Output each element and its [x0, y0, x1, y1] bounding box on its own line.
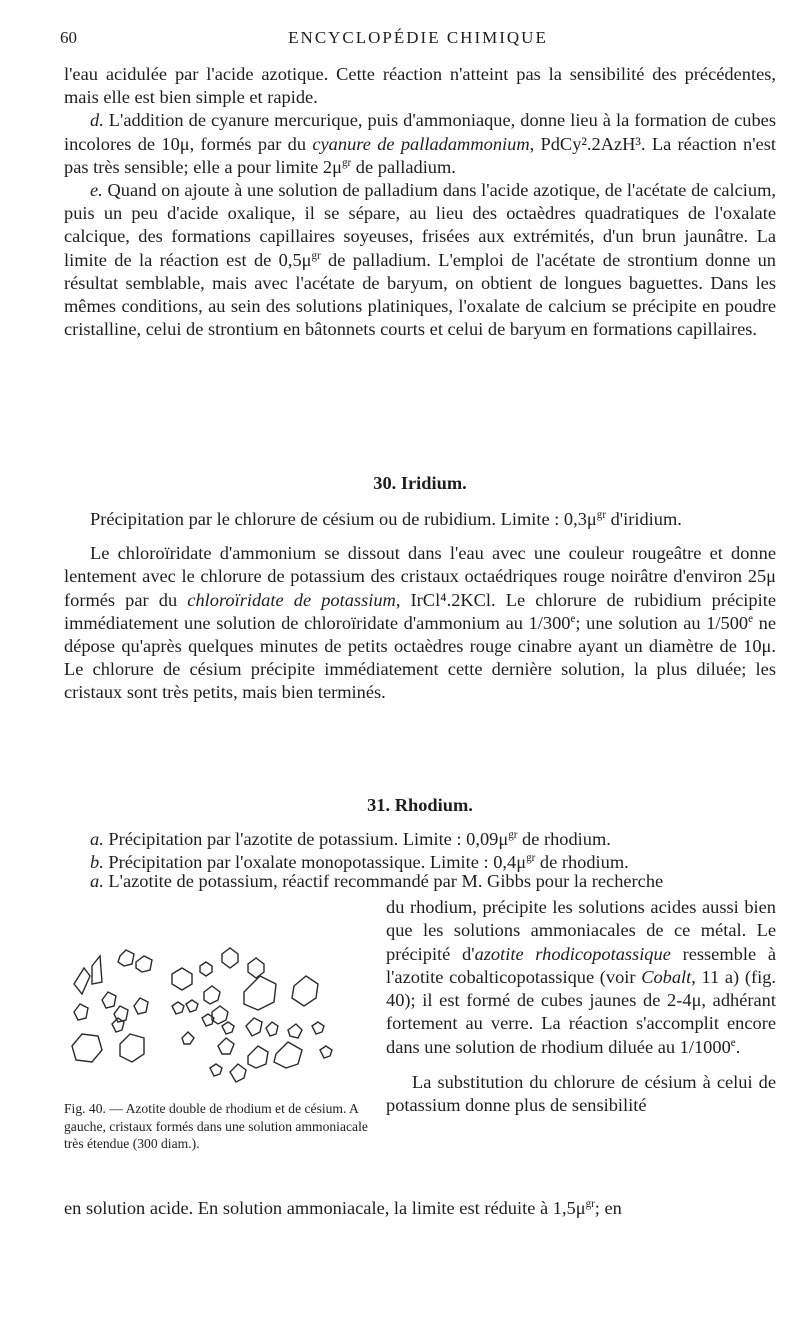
crystal-shape [248, 1046, 268, 1068]
crystal-shape [172, 1002, 184, 1014]
compound-name: azotite rhodicopotassique [474, 943, 671, 964]
iridium-text-block [64, 508, 776, 705]
page-header [60, 28, 776, 52]
crystal-shape [244, 976, 276, 1010]
crystal-shape [292, 976, 318, 1006]
section-heading-rhodium: 31. Rhodium. [367, 795, 473, 815]
cross-reference: Cobalt [641, 966, 692, 987]
crystal-shape [182, 1032, 194, 1044]
paragraph-continuation: l'eau acidulée par l'acide azotique. Cette réaction n'atteint pas la sensibilité des précédentes, mais elle est bien simple et rapide. [64, 64, 776, 108]
crystal-shape [200, 962, 212, 976]
crystal-shape [288, 1024, 302, 1038]
rhodium-limits-block [64, 828, 776, 874]
figure-40-crystals [62, 926, 380, 1101]
crystal-drawing [62, 926, 380, 1101]
rhodium-description-paragraph: du rhodium, précipite les solutions acides aussi bien que les solutions ammoniacales de ce métal. Le précipité d'azotite rhodicopotassique ressemble à l'azotite cobalticopotassique (voir Cobalt, 11 a) (fig. 40); il est formé de cubes jaunes de 2-4μ, adhérant fortement au verre. La réaction s'accomplit encore dans une solution de rhodium diluée au 1/1000e. [386, 897, 776, 1057]
cesium-substitution-paragraph: La substitution du chlorure de césium à celui de potassium donne plus de sensibilité [386, 1072, 776, 1116]
paragraph-d: d. L'addition de cyanure mercurique, puis d'ammoniaque, donne lieu à la formation de cubes incolores de 10μ, formés par du cyanure de palladammonium, PdCy².2AzH³. La réaction n'est pas très sensible; elle a pour limite $2\mu^{gr}$ de palladium. [64, 110, 776, 177]
rhodium-limit-b: b. Précipitation par l'oxalate monopotassique. Limite : $0,4\mu^{gr}$ de rhodium. [90, 852, 629, 873]
crystal-shape [74, 1004, 88, 1020]
compound-name: chloroïridate de potassium [187, 589, 396, 610]
crystal-shape [246, 1018, 262, 1036]
rhodium-limit-a: a. Précipitation par l'azotite de potassium. Limite : $0,09\mu^{gr}$ de rhodium. [90, 828, 611, 849]
figure-caption: Fig. 40. — Azotite double de rhodium et de césium. A gauche, cristaux formés dans une solution ammoniacale très étendue (300 diam.). [64, 1101, 368, 1151]
crystal-shape [112, 1018, 124, 1032]
iridium-description-paragraph: Le chloroïridate d'ammonium se dissout dans l'eau avec une couleur rougeâtre et donne lentement avec le chlorure de potassium des cristaux octaédriques rouge noirâtre d'environ 25μ formés par du chloroïridate de potassium, IrCl⁴.2KCl. Le chlorure de rubidium précipite immédiatement une solution de chloroïridate d'ammonium au 1/300e; une solution au 1/500e ne dépose qu'après quelques minutes de petits octaèdres rouge cinabre ayant un diamètre de 10μ. Le chlorure de césium précipite immédiatement cette dernière solution, la plus diluée; les cristaux sont très petits, mais bien terminés. [64, 543, 776, 703]
closing-line: en solution acide. En solution ammoniacale, la limite est réduite à $1,5\mu^{gr}$; en [64, 1197, 622, 1218]
crystal-shape [74, 968, 90, 994]
crystal-shape [172, 968, 192, 990]
iridium-limit-paragraph: Précipitation par le chlorure de césium ou de rubidium. Limite : $0,3\mu^{gr}$ d'iridium. [90, 508, 682, 529]
paragraph-e: e. Quand on ajoute à une solution de palladium dans l'acide azotique, de l'acétate de calcium, puis un peu d'acide oxalique, il se sépare, au lieu des octaèdres quadratiques de l'oxalate calcique, des formations capillaires soyeuses, frisées aux extrémités, d'un brun jaunâtre. La limite de la réaction est de $0,5\mu^{gr}$ de palladium. L'emploi de l'acétate de strontium donne un résultat semblable, mais avec l'acétate de baryum, on obtient de longues baguettes. Dans les mêmes conditions, au sein des solutions platiniques, l'oxalate de calcium se précipite en poudre cristalline, celui de strontium en bâtonnets courts et celui de baryum en formations capillaires. [64, 180, 776, 340]
crystal-shape [222, 948, 238, 968]
crystal-shape [72, 1034, 102, 1062]
crystal-shape [92, 956, 102, 984]
rhodium-right-column [386, 896, 776, 1118]
crystal-shape [266, 1022, 278, 1036]
crystal-shape [136, 956, 152, 972]
crystal-shape [210, 1064, 222, 1076]
crystal-shape [274, 1042, 302, 1068]
crystal-shape [312, 1022, 324, 1034]
item-label-b: b. [90, 852, 104, 873]
crystal-shape [186, 1000, 198, 1012]
section-heading-iridium: 30. Iridium. [373, 473, 467, 493]
item-label-a: a. [90, 829, 104, 849]
item-label-e: e. [90, 180, 103, 201]
crystal-shape [102, 992, 116, 1008]
crystal-shape [218, 1038, 234, 1054]
crystal-shape [230, 1064, 246, 1082]
crystal-shape [212, 1006, 228, 1024]
page-number: 60 [60, 28, 77, 47]
compound-name: cyanure de palladammonium [312, 133, 530, 154]
crystal-shape [320, 1046, 332, 1058]
crystal-shape [248, 958, 264, 978]
running-title: ENCYCLOPÉDIE CHIMIQUE [288, 28, 548, 47]
crystal-shape [222, 1022, 234, 1034]
item-label-a: a. [90, 871, 104, 891]
crystal-shape [118, 950, 134, 966]
rhodium-paragraph-start: a. L'azotite de potassium, réactif recommandé par M. Gibbs pour la recherche [90, 871, 664, 891]
crystal-shape [120, 1034, 144, 1062]
crystal-shape [134, 998, 148, 1014]
item-label-d: d. [90, 110, 104, 131]
top-text-block [64, 63, 776, 341]
crystal-shape [204, 986, 220, 1004]
